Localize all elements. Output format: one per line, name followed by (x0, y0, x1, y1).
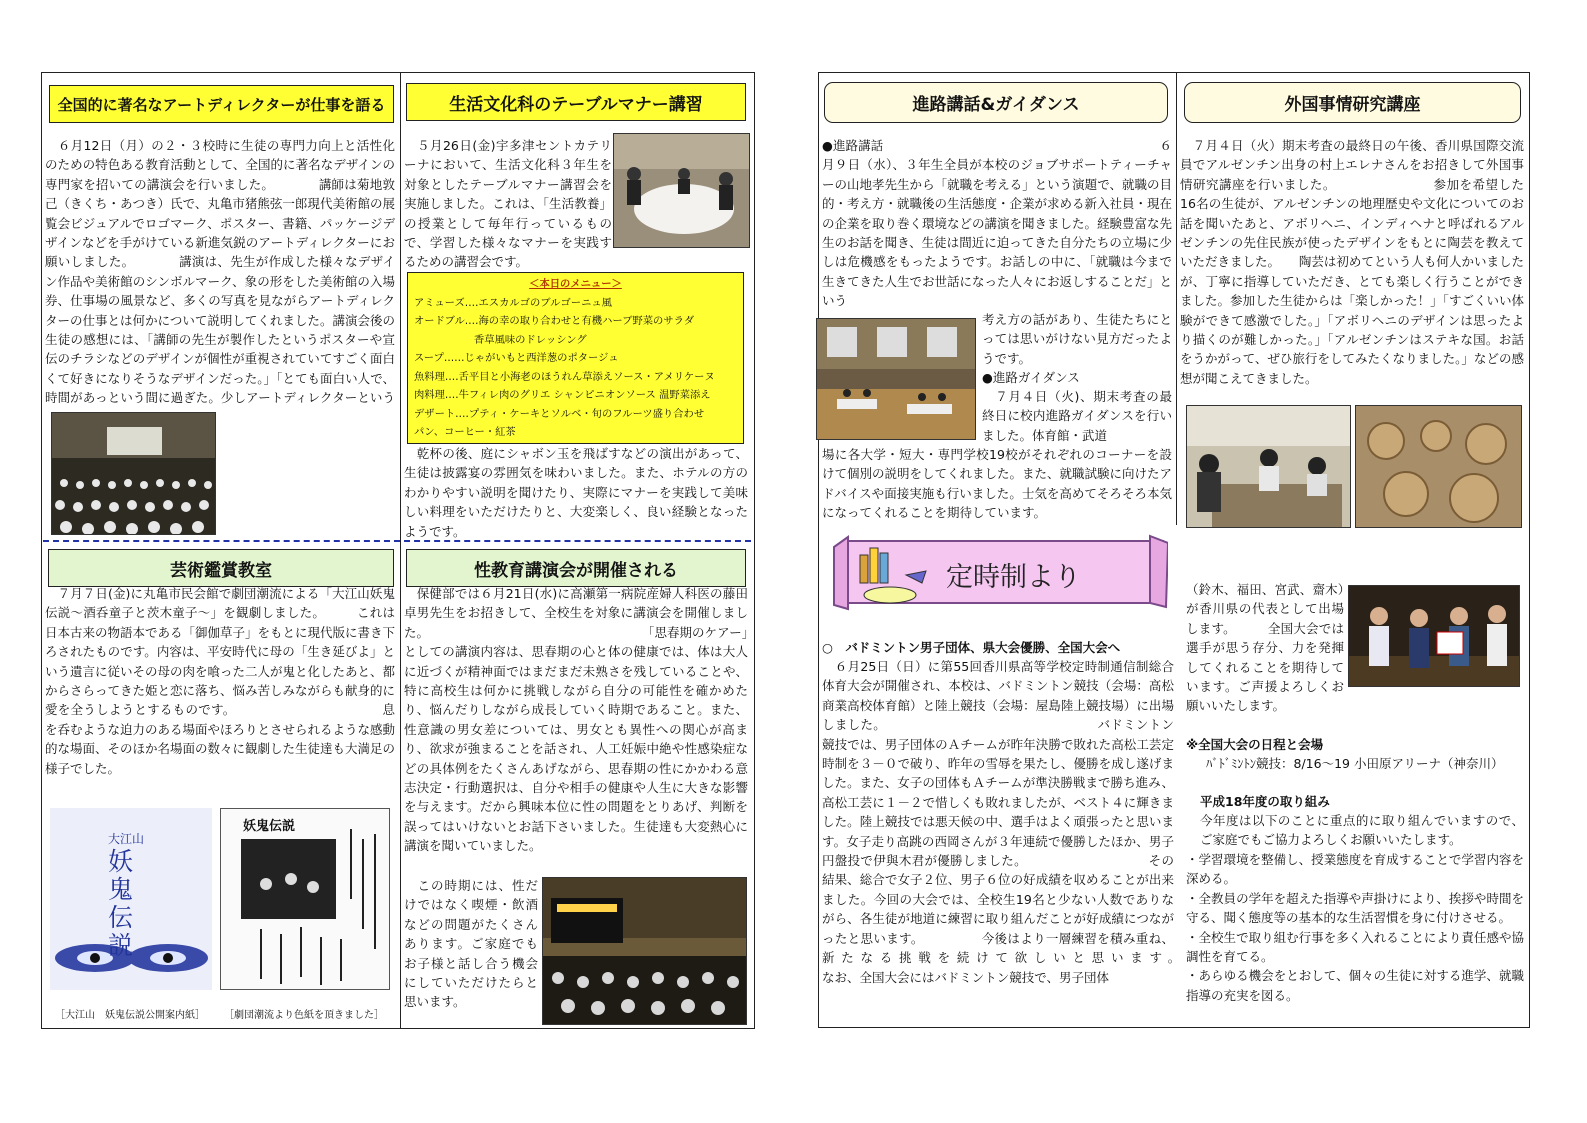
career-text-b: 考え方の話があり、生徒たちにとっては思いがけない見方だったようです。 (982, 312, 1172, 366)
banquet-photo (613, 133, 750, 248)
art-director-title: 全国的に著名なアートディレクターが仕事を語る (49, 85, 394, 123)
sex-education-text: 保健部では６月21日(水)に高瀬第一病院産婦人科医の藤田卓男先生をお招きして、全校生を対象に講演会を開催しました。 「思春期のケアー」としての講演内容は、思春期の心と体の健康では、体は大人に近づくが精神面ではまだまだ未熟さを残していることや、特に高校生は何かに挑戦しながら自分の可能性を確かめたり、悩んだりしながら成長していく時期であること。また、性意識の男女差については、男女とも異性への関心が高まり、欲求が強まることを話され、人工妊娠中絶や性感染症などの具体例をたくさんあげながら、思春期の性にかかわる意志決定・行動選択は、自分や相手の健康や人生に大きな影響を与えます。だから興味本位に性の問題をとりあげ、判断を誤ってはいけないとお話下さいました。生徒達も大変熱心に講演を聞いていました。 (404, 586, 748, 854)
guidance-label: ●進路ガイダンス (982, 370, 1080, 385)
table-manner-title: 生活文化科のテーブルマナー講習 (406, 83, 746, 121)
menu-item: パン、コーヒー・紅茶 (414, 426, 516, 438)
menu-item: 魚料理‥‥舌平目と小海老のほうれん草添えソース・アメリケーヌ (414, 370, 715, 383)
foreign-text: ７月４日（火）期末考査の最終日の午後、香川県国際交流員でアルゼンチン出身の村上エレナさんをお招きして外国事情研究講座を行いました。 参加を希望した16名の生徒が、アルゼンチンの地理歴史や文化についてのお話を聞いたあと、アボリヘニ、インディヘナと呼ばれるアルゼンチンの先住民族が使ったデザインをもとに陶芸を教えていただきました。 陶芸は初めてという人も何人かいましたが、丁寧に指導していただき、とても楽しく行うことができました。参加した生徒からは「楽しかった！」「すごくいい体験ができて感激でした。」「アボリヘニのデザインは思ったより描くのが難しかった。」「アルゼンチンはステキな国。お話をうかがって、ぜひ旅行をしてみたくなりました。」などの感想が聞こえてきました。 (1180, 138, 1524, 386)
menu-item: オードブル‥‥海の幸の取り合わせと有機ハーブ野菜のサラダ (414, 315, 695, 327)
pottery-students-photo (1186, 405, 1351, 528)
gym-photo (816, 318, 976, 440)
part-time-banner (828, 533, 1168, 613)
part-time-text-cont: （鈴木、福田、宮武、齋木）が香川県の代表として出場します。 全国大会では選手が思う存分、力を発揮してくれることを期待しています。ご声援よろしくお願いいたします。 (1186, 582, 1344, 714)
art-director-text-top: ６月12日（月）の２・３校時に生徒の専門力向上と活性化のための特色ある教育活動として、全国的に著名なデザインの専門家を招いての講演会を行いました。 講師は菊地敦己（きくち・あつき）氏で、丸亀市猪熊弦一郎現代美術館の展覧会ビジュアルでロゴマーク、ポスター、書籍、パッケージデザインなどを手がけている新進気鋭のアートディレクターにお願いしました。 講演は、先生が作成した様々なデザイン作品や美術館のシンボルマーク、象の形をした美術館の入場券、仕事場の風景など、多くの写真を見ながらアートディレクターの仕事とは何かについて説明してくれました。講演会後の生徒の感想には、「講師の先生が製作したというポスターや宣伝のチラシなどのデザインが個性が重視されていてすごく面白くて好きになりそうなデザインだった。」「とても面白い人で、時間があっという間に過ぎた。少しアートディレクターという (45, 138, 395, 406)
schedule-label: ※全国大会の日程と会場 (1186, 737, 1324, 752)
plan-intro: 今年度は以下のことに重点的に取り組んでいますので、ご家庭でもご協力よろしくお願いいたします。 (1200, 813, 1524, 848)
plan-item: ・あらゆる機会をとおして、個々の生徒に対する進学、就職指導の充実を図る。 (1186, 968, 1524, 1003)
poster-subtitle: 大江山 (108, 832, 145, 846)
play-poster (50, 808, 212, 990)
badminton-team-photo (1348, 585, 1520, 687)
poster-caption: ［大江山 妖鬼伝説公開案内紙］ (55, 1010, 205, 1021)
left-section-divider (43, 540, 751, 542)
board-caption: ［劇団潮流より色紙を頂きました］ (224, 1010, 384, 1021)
plan-item: ・全校生で取り組む行事を多く入れることにより責任感や協調性を育てる。 (1186, 929, 1524, 965)
menu-title: ＜本日のメニュー＞ (529, 278, 622, 290)
plan-item: ・全教員の学年を超えた指導や声掛けにより、挨拶や時間を守る、聞く態度等の基本的な生活習慣を身に付けさせる。 (1186, 890, 1524, 926)
menu-item: スープ‥‥‥じゃがいもと西洋葱のポタージュ (414, 352, 619, 364)
poster-title: 妖鬼伝説 (108, 847, 134, 960)
sex-education-title: 性教育講演会が開催される (406, 549, 746, 587)
part-time-text: ６月25日（日）に第55回香川県高等学校定時制通信制総合体育大会が開催され、本校は、バドミントン競技（会場：高松商業高校体育館）と陸上競技（会場：屋島陸上競技場）に出場しました。 バドミントン競技では、男子団体のＡチームが昨年決勝で敗れた高松工芸定時制を３－０で破り、昨年の雪辱を果たし、優勝を成し遂げました。また、女子の団体もＡチームが準決勝戦まで勝ち進み、高松工芸に１－２で惜しくも敗れましたが、ベスト４に輝きました。陸上競技では悪天候の中、選手はよく頑張ったと思います。女子走り高跳の西岡さんが３年連続で優勝したほか、男子円盤投で伊與木君が優勝しました。 その結果、総合で女子２位、男子６位の好成績を収めることが出来ました。今回の大会では、全校生19名と少ない人数でありながら、各生徒が地道に練習に取り組んだことが好成績につながったと思います。 今後はより一層練習を積み重ね、新たなる挑戦を続けて欲しいと思います。 なお、全国大会にはバドミントン競技で、男子団体 (822, 659, 1174, 985)
lecture-photo (542, 877, 747, 1025)
art-appreciation-title: 芸術鑑賞教室 (48, 549, 394, 587)
sex-education-text2: この時期には、性だけではなく喫煙・飲酒などの問題がたくさんあります。ご家庭でもお子様と話し合う機会にしていただけたらと思います。 (404, 878, 538, 1010)
menu-item: アミューズ‥‥エスカルゴのブルゴーニュ風 (414, 296, 612, 309)
career-text-d: 場に各大学・短大・専門学校19校がそれぞれのコーナーを設けて個別の説明をしてくれました。また、就職試験に向けたアドバイスや面接実施も行いました。士気を高めてそろそろ本気になってくれることを期待しています。 (822, 447, 1172, 521)
autograph-board (220, 808, 390, 990)
right-column-divider (1176, 72, 1177, 525)
table-manner-text: ５月26日(金)宇多津セントカテリーナにおいて、生活文化科３年生を対象としたテーブルマナー講習会を実施しました。これは、「生活教養」の授業として毎年行っているもので、学習した様々なマナーを実践するための講習会です。 (404, 138, 612, 270)
foreign-title: 外国事情研究講座 (1184, 82, 1521, 123)
table-manner-text-after: 乾杯の後、庭にシャボン玉を飛ばすなどの演出があって、生徒は披露宴の雰囲気を味わいました。また、ホテルの方のわかりやすい説明を聞けたり、実際にマナーを実践して美味しい料理をいただけたりと、大変楽しく、良い経験となったようです。 (404, 446, 748, 539)
art-appreciation-text: ７月７日(金)に丸亀市民会館で劇団潮流による「大江山妖鬼伝説～酒呑童子と茨木童子～」を観劇しました。 これは日本古来の物語本である「御伽草子」をもとに現代版に書き下ろされたものです。内容は、平安時代に母の「生き延びよ」という遺言に従いその母の肉を喰った二人が鬼と化したあと、都からさらってきた姫と恋に落ち、悩み苦しみながらも献身的に愛を全うしようとするものです。 息を呑むような迫力のある場面やほろりとさせられるような感動的な場面、そのほか名場面の数々に観劇した生徒達も大満足の様子でした。 (45, 586, 395, 776)
banner-text: 定時制より (946, 562, 1081, 593)
career-text-a: ●進路講話 ６月９日（水）、３年生全員が本校のジョブサポートティーチャーの山地孝先生から「就職を考える」という演題で、就職の目的・考え方・就職後の生活態度・企業が求める新入社員・現在の企業を取り巻く環境などの講演を聞きました。経験豊富な先生のお話を聞き、生徒は間近に迫ってきた自分たちの立場に少しは危機感をもったようです。お話しの中に、「就職は今まで生きてきた人生でお世話になった人々にお返しすることだ」という (822, 138, 1172, 309)
board-heading: 妖鬼伝説 (243, 819, 296, 834)
plan-item: ・学習環境を整備し、授業態度を育成することで学習内容を深める。 (1186, 852, 1524, 887)
pottery-plates-photo (1355, 405, 1522, 528)
part-time-headline: ○ バドミントン男子団体、県大会優勝、全国大会へ (822, 640, 1121, 655)
career-title: 進路講話&ガイダンス (824, 82, 1168, 123)
menu-item: デザート‥‥プティ・ケーキとソルベ・旬のフルーツ盛り合わせ (414, 407, 705, 420)
menu-box (407, 272, 744, 444)
menu-item: 香草風味のドレッシング (474, 333, 587, 346)
career-text-c: ７月４日（火)、期末考査の最終日に校内進路ガイダンスを行いました。体育館・武道 (982, 389, 1172, 443)
lecture-hall-photo (51, 412, 216, 535)
plan-list (1186, 850, 1524, 1024)
schedule-text: ﾊﾞﾄﾞﾐﾝﾄﾝ競技：8/16～19 小田原アリーナ（神奈川） (1206, 756, 1504, 771)
plan-label: 平成18年度の取り組み (1200, 794, 1330, 809)
menu-item: 肉料理‥‥牛フィレ肉のグリエ シャンピニオンソース 温野菜添え (414, 389, 711, 401)
left-column-divider (400, 72, 401, 1028)
